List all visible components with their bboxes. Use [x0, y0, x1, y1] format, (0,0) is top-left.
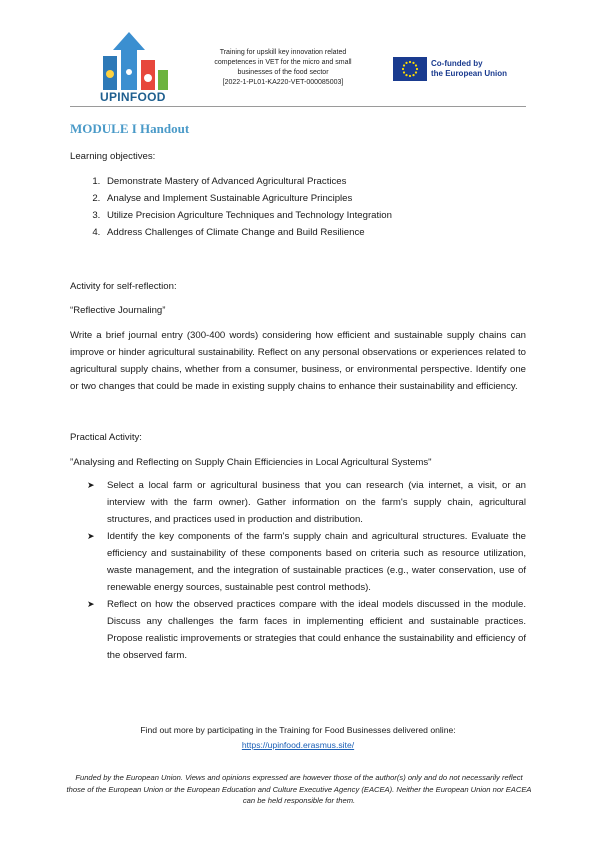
learning-objectives-heading: Learning objectives:: [70, 151, 156, 162]
learning-objectives-list: [70, 173, 526, 241]
practical-activity-subtitle: ”Analysing and Reflecting on Supply Chain Efficiencies in Local Agricultural Systems": [70, 457, 432, 468]
list-item: 4. Address Challenges of Climate Change and Build Resilience: [103, 224, 526, 241]
list-item: [87, 596, 526, 664]
project-description: [188, 48, 378, 88]
self-reflection-body: Write a brief journal entry (300-400 words) considering how efficient and sustainable supply chains can improve or hinder agricultural sustainability. Reflect on any personal observations or experiences related to agricultural supply chains, whether from a consumer, business, or environmental perspective. Identify one or two changes that could be made in existing supply chains to enhance their sustainability and efficiency.: [70, 330, 526, 392]
self-reflection-subtitle: “Reflective Journaling”: [70, 305, 166, 316]
header-divider: [70, 106, 526, 107]
list-item: 3. Utilize Precision Agriculture Techniques and Technology Integration: [103, 207, 526, 224]
eu-disclaimer: Funded by the European Union. Views and opinions expressed are however those of the author(s) only and do not necessarily reflect those of the European Union or the European Education and Culture Executive Agency (EACEA). Neither the European Union nor EACEA can be held responsible for them.: [66, 773, 532, 805]
project-line: businesses of the food sector: [237, 69, 329, 76]
eu-cofunded-badge: [393, 57, 533, 83]
bullet-text: Reflect on how the observed practices compare with the ideal models discussed in the module. Discuss any challenges the farm faces in implementing efficient and sustainable practices. Propose realistic improvements or strategies that could enhance the sustainability and efficiency of the observed farm.: [107, 599, 526, 661]
module-title: MODULE I Handout: [70, 121, 190, 136]
arrow-bullet-icon: ➤: [87, 599, 95, 609]
list-item: 1. Demonstrate Mastery of Advanced Agricultural Practices: [103, 173, 526, 190]
find-out-more: [70, 723, 526, 753]
practical-activity-list: [70, 477, 526, 664]
project-line: Training for upskill key innovation related: [219, 49, 347, 56]
page-header: [0, 0, 596, 108]
logo-wordmark: UPINFOOD: [100, 90, 166, 104]
eu-flag-icon: [393, 57, 427, 81]
arrow-bullet-icon: ➤: [87, 531, 95, 541]
practical-activity-heading: Practical Activity:: [70, 432, 142, 443]
handout-body: [70, 120, 526, 664]
bullet-text: Select a local farm or agricultural business that you can research (via internet, a visit, or an interview with the farm owner). Gather information on the farm's supply chain, agricultural structures, and practices used in production and distribution.: [107, 480, 526, 525]
eu-label-line: Co-funded by: [431, 59, 483, 68]
project-code: [2022-1-PL01-KA220-VET-000085003]: [222, 79, 344, 86]
eu-label: [431, 59, 507, 79]
eu-label-line: the European Union: [431, 69, 507, 78]
list-item: 2. Analyse and Implement Sustainable Agriculture Principles: [103, 190, 526, 207]
bullet-text: Identify the key components of the farm's supply chain and agricultural structures. Evaluate the efficiency and sustainability of these components based on criteria such as resource utilization, waste management, and the integration of sustainable practices (e.g., water conservation, use of renewable energy sources, sustainable pest control methods).: [107, 531, 526, 593]
project-line: competences in VET for the micro and small: [214, 59, 352, 66]
list-item: [87, 528, 526, 596]
find-out-more-text: Find out more by participating in the Training for Food Businesses delivered online:: [140, 725, 456, 735]
list-item: [87, 477, 526, 528]
upinfood-site-link[interactable]: https://upinfood.erasmus.site/: [241, 740, 355, 750]
arrow-bullet-icon: ➤: [87, 480, 95, 490]
self-reflection-heading: Activity for self-reflection:: [70, 281, 177, 292]
